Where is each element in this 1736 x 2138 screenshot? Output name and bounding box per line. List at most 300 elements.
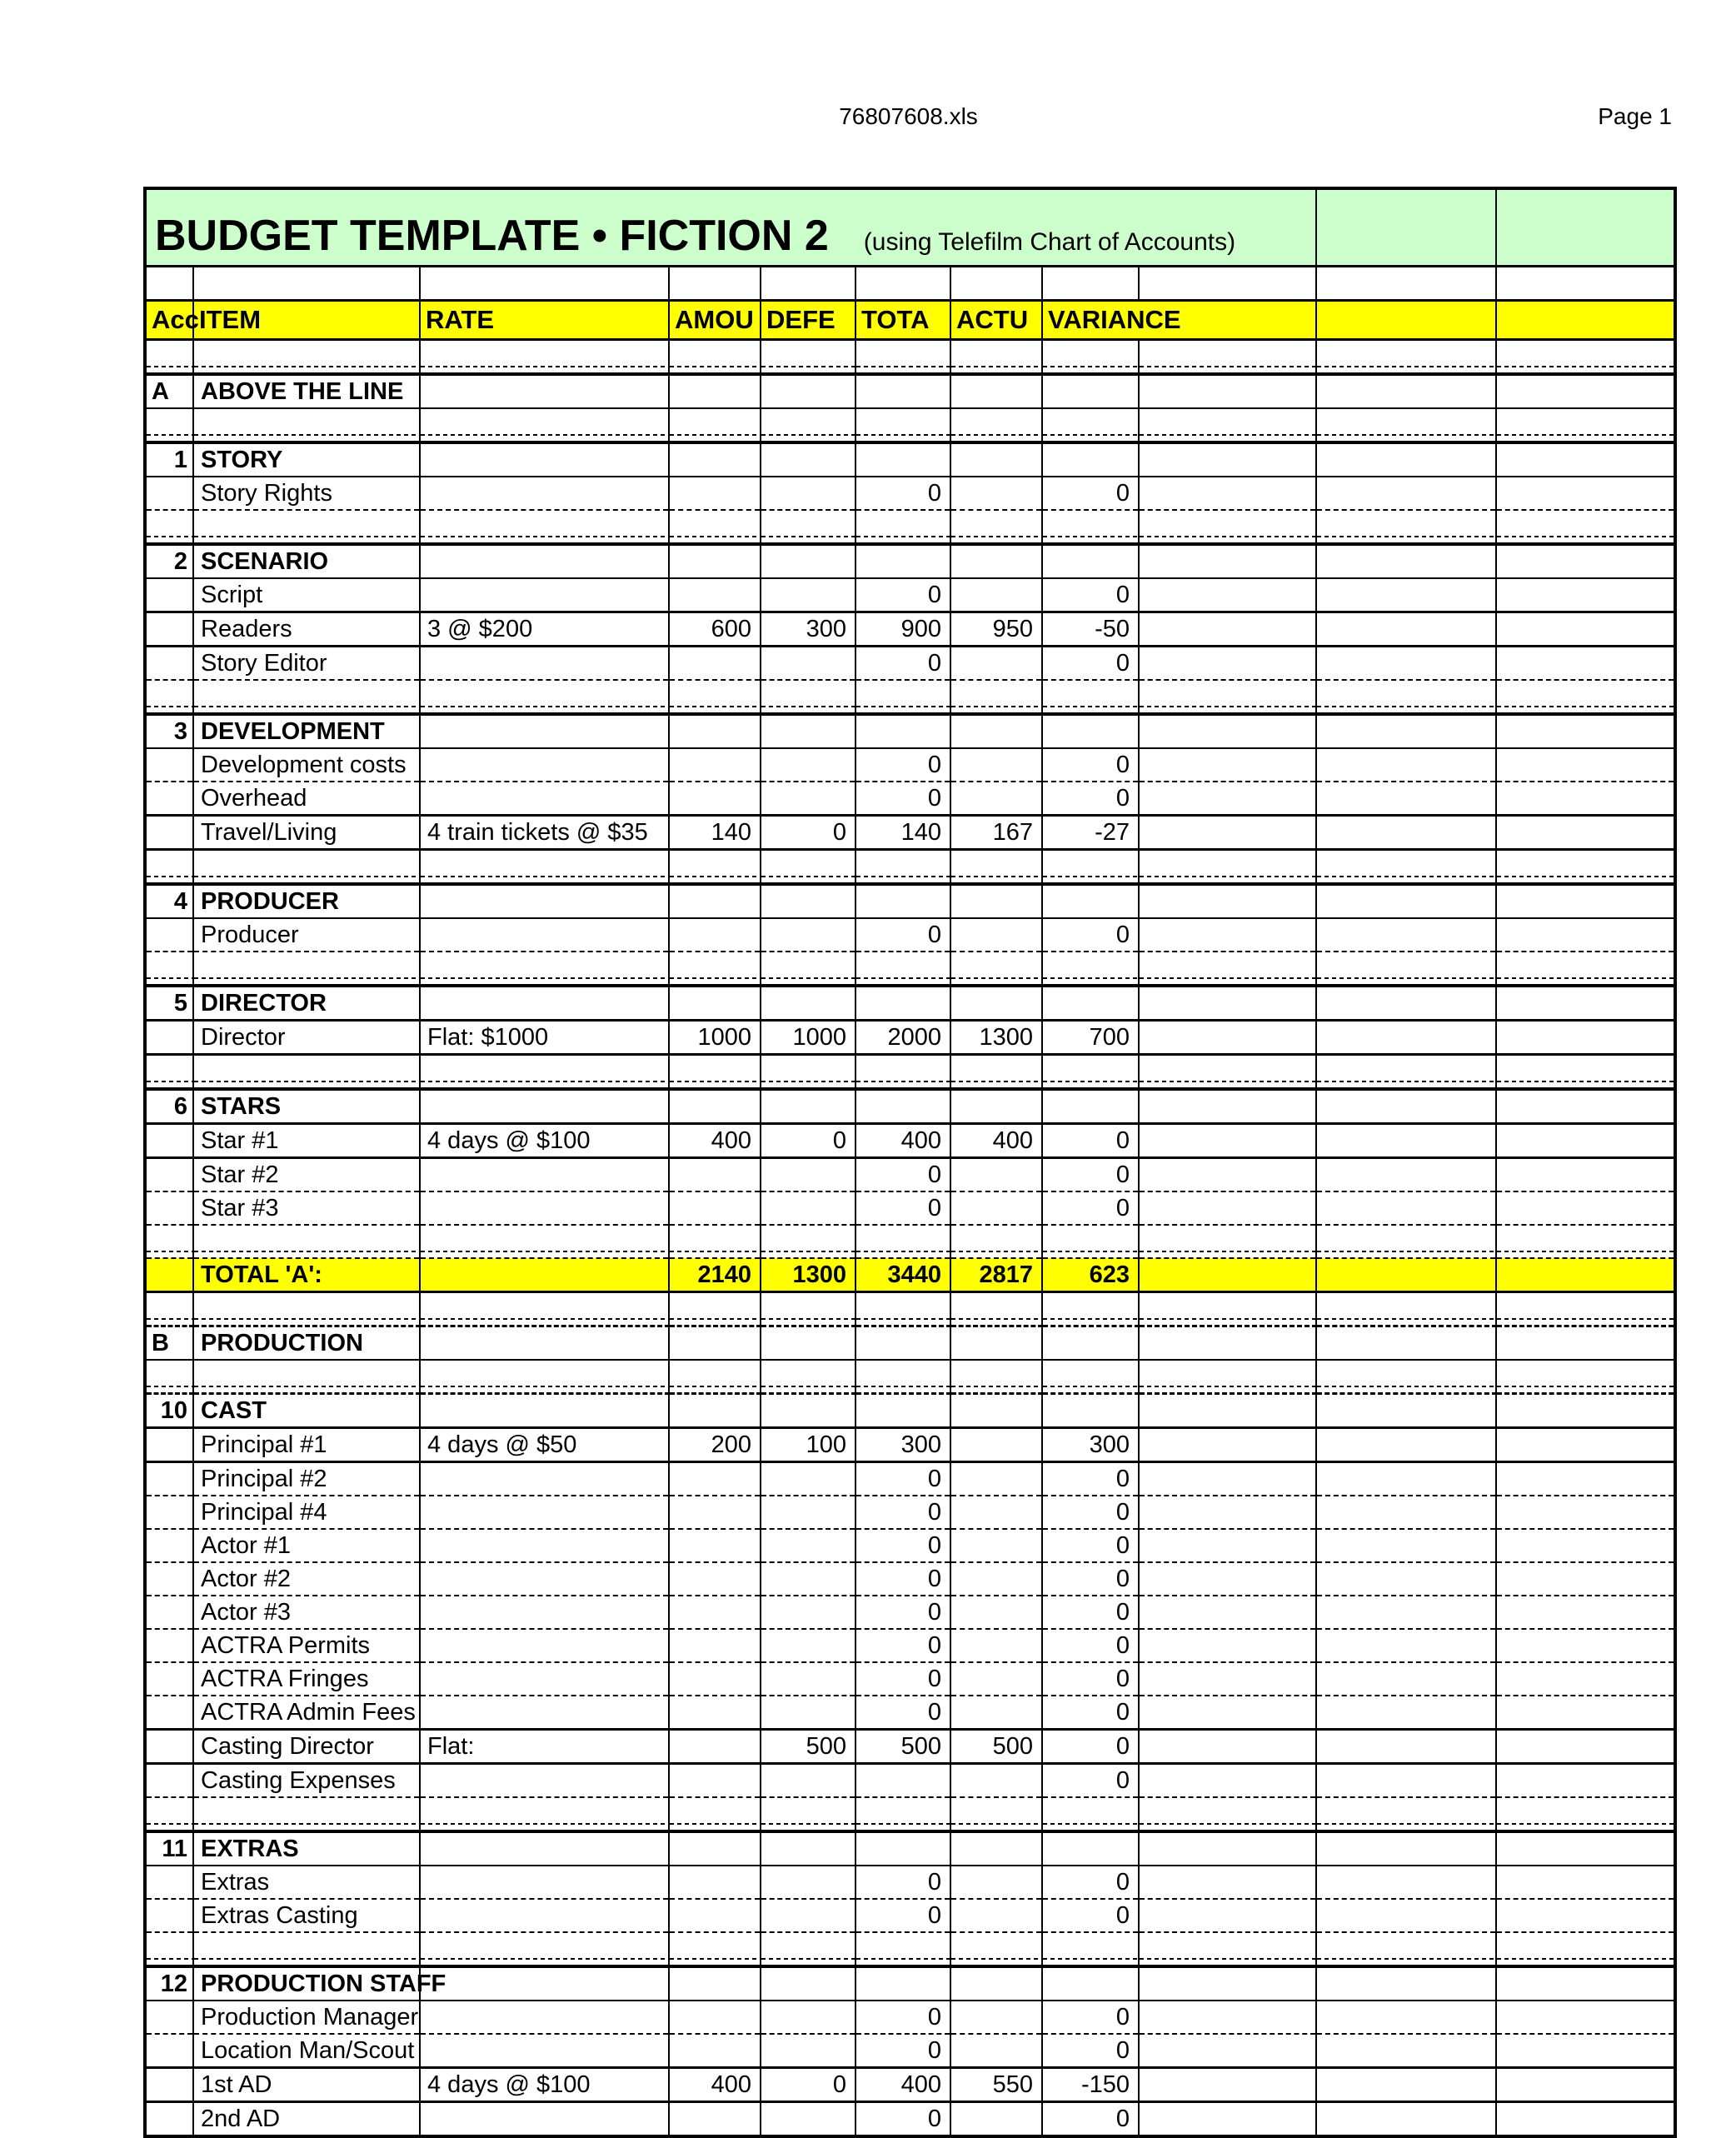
- table-row: [145, 1021, 1675, 1055]
- table-row: [145, 612, 1675, 647]
- cell-variance: [1042, 442, 1139, 477]
- cell-deferred: [761, 1696, 856, 1730]
- cell-amount: [669, 748, 761, 782]
- cell-rate: [420, 1360, 669, 1394]
- cell-deferred: [761, 1089, 856, 1124]
- table-row: [145, 1730, 1675, 1764]
- table-row: [145, 748, 1675, 782]
- cell-extra3: [1496, 1696, 1675, 1730]
- cell-extra3: [1496, 1496, 1675, 1529]
- cell-extra2: [1316, 1258, 1496, 1292]
- spacer-row: [145, 1225, 1675, 1258]
- cell-amount: [669, 544, 761, 578]
- cell-extra2: [1316, 374, 1496, 408]
- cell-item: Development costs: [193, 748, 420, 782]
- cell-extra3: [1496, 816, 1675, 850]
- cell-variance: 0: [1042, 1596, 1139, 1629]
- cell-extra2: [1316, 1866, 1496, 1899]
- cell-actual: [950, 986, 1042, 1021]
- section-row: [145, 1089, 1675, 1124]
- cell-extra1: [1139, 408, 1316, 442]
- cell-total: 0: [856, 918, 950, 952]
- cell-acc: [145, 680, 193, 714]
- cell-rate: [420, 1258, 669, 1292]
- section-row: [145, 544, 1675, 578]
- cell-total: 300: [856, 1428, 950, 1462]
- table-row: [145, 578, 1675, 612]
- cell-total: 400: [856, 1124, 950, 1158]
- cell-item: Script: [193, 578, 420, 612]
- section-row: [145, 986, 1675, 1021]
- cell-extra1: [1139, 1866, 1316, 1899]
- column-header-item: ITEM: [193, 301, 420, 340]
- cell-rate: [420, 1292, 669, 1326]
- cell-acc: [145, 1932, 193, 1966]
- cell-actual: [950, 1462, 1042, 1496]
- cell-total: 0: [856, 2001, 950, 2034]
- cell-rate: [420, 1326, 669, 1361]
- cell-rate: [420, 1529, 669, 1562]
- cell-item: Extras Casting: [193, 1899, 420, 1932]
- section-row: [145, 1966, 1675, 2001]
- cell-extra3: [1496, 1191, 1675, 1225]
- cell-rate: 4 days @ $50: [420, 1428, 669, 1462]
- cell-deferred: [761, 1596, 856, 1629]
- cell-total: 0: [856, 2102, 950, 2137]
- cell-actual: [950, 1932, 1042, 1966]
- cell-extra3: [1496, 1428, 1675, 1462]
- cell-acc: [145, 918, 193, 952]
- cell-amount: [669, 510, 761, 544]
- cell-extra1: [1139, 1394, 1316, 1428]
- cell-variance: 0: [1042, 1124, 1139, 1158]
- cell-deferred: [761, 1055, 856, 1090]
- cell-extra2: [1316, 1496, 1496, 1529]
- cell-extra2: [1316, 1764, 1496, 1798]
- cell-variance: [1042, 510, 1139, 544]
- cell-extra3: [1496, 850, 1675, 885]
- cell-actual: [950, 714, 1042, 748]
- cell-item: [193, 850, 420, 885]
- cell-extra1: [1139, 986, 1316, 1021]
- cell-variance: 0: [1042, 578, 1139, 612]
- cell-variance: 0: [1042, 1462, 1139, 1496]
- column-header-row: [145, 301, 1675, 340]
- cell-rate: [420, 544, 669, 578]
- cell-acc: [145, 1292, 193, 1326]
- cell-extra3: [1496, 1021, 1675, 1055]
- cell-rate: [420, 1932, 669, 1966]
- cell-item: EXTRAS: [193, 1831, 420, 1866]
- cell-rate: 3 @ $200: [420, 612, 669, 647]
- spacer-row: [145, 680, 1675, 714]
- cell-item: Location Man/Scout: [193, 2034, 420, 2068]
- cell-total: [856, 1764, 950, 1798]
- table-row: [145, 1496, 1675, 1529]
- cell-variance: [1042, 1089, 1139, 1124]
- cell-total: [856, 1394, 950, 1428]
- cell-amount: [669, 1730, 761, 1764]
- cell-item: [193, 408, 420, 442]
- cell-amount: [669, 1496, 761, 1529]
- cell-variance: -50: [1042, 612, 1139, 647]
- cell-rate: [420, 477, 669, 510]
- spacer-row: [145, 267, 1675, 301]
- cell-total: [856, 1055, 950, 1090]
- cell-extra2: [1316, 1462, 1496, 1496]
- cell-acc: [145, 2034, 193, 2068]
- cell-extra1: [1139, 1055, 1316, 1090]
- cell-extra2: [1316, 918, 1496, 952]
- table-row: [145, 647, 1675, 681]
- cell-acc: 12: [145, 1966, 193, 2001]
- cell-extra3: [1496, 1932, 1675, 1966]
- section-row: [145, 714, 1675, 748]
- cell-amount: [669, 782, 761, 816]
- cell-total: 0: [856, 1191, 950, 1225]
- cell-rate: [420, 1764, 669, 1798]
- cell-item: STARS: [193, 1089, 420, 1124]
- table-row: [145, 1529, 1675, 1562]
- cell-acc: [145, 1462, 193, 1496]
- cell-amount: [669, 1292, 761, 1326]
- cell-amount: [669, 408, 761, 442]
- cell-deferred: 0: [761, 1124, 856, 1158]
- cell-total: [856, 952, 950, 986]
- cell-deferred: [761, 1866, 856, 1899]
- cell-total: [856, 850, 950, 885]
- cell-variance: 0: [1042, 1696, 1139, 1730]
- cell-variance: 0: [1042, 1158, 1139, 1192]
- cell-deferred: [761, 2102, 856, 2137]
- cell-rate: 4 days @ $100: [420, 2068, 669, 2102]
- cell-actual: [950, 1360, 1042, 1394]
- cell-item: TOTAL 'A':: [193, 1258, 420, 1292]
- cell-total: [856, 1225, 950, 1258]
- cell-deferred: [761, 850, 856, 885]
- cell-deferred: 300: [761, 612, 856, 647]
- cell-total: 2000: [856, 1021, 950, 1055]
- cell-total: 0: [856, 748, 950, 782]
- cell-actual: 550: [950, 2068, 1042, 2102]
- cell-extra3: [1496, 1089, 1675, 1124]
- cell-total: 0: [856, 782, 950, 816]
- cell-amount: [669, 1966, 761, 2001]
- cell-extra1: [1139, 1191, 1316, 1225]
- cell-extra2: [1316, 2102, 1496, 2137]
- cell-extra3: [1496, 1462, 1675, 1496]
- cell-variance: [1042, 1225, 1139, 1258]
- cell-extra1: [1139, 1662, 1316, 1696]
- cell-acc: 6: [145, 1089, 193, 1124]
- cell-item: Actor #1: [193, 1529, 420, 1562]
- sheet-subtitle: (using Telefilm Chart of Accounts): [863, 228, 1236, 256]
- page-number: Page 1: [1598, 103, 1672, 129]
- cell-deferred: 1000: [761, 1021, 856, 1055]
- cell-extra3: [1496, 1899, 1675, 1932]
- cell-extra2: [1316, 1225, 1496, 1258]
- cell-deferred: [761, 1562, 856, 1596]
- cell-rate: [420, 1866, 669, 1899]
- cell-rate: 4 days @ $100: [420, 1124, 669, 1158]
- cell-extra3: [1496, 1124, 1675, 1158]
- cell-item: Casting Expenses: [193, 1764, 420, 1798]
- cell-extra3: [1496, 1831, 1675, 1866]
- cell-total: [856, 374, 950, 408]
- cell-rate: [420, 1596, 669, 1629]
- cell-variance: [1042, 1055, 1139, 1090]
- cell-acc: [145, 1899, 193, 1932]
- cell-acc: [145, 1562, 193, 1596]
- cell-item: DIRECTOR: [193, 986, 420, 1021]
- cell-acc: [145, 1428, 193, 1462]
- cell-acc: [145, 952, 193, 986]
- cell-acc: [145, 1258, 193, 1292]
- title-side-cell: [1496, 188, 1675, 267]
- cell-variance: -150: [1042, 2068, 1139, 2102]
- cell-extra2: [1316, 1730, 1496, 1764]
- cell-deferred: [761, 477, 856, 510]
- cell-extra1: [1139, 544, 1316, 578]
- cell-amount: [669, 1696, 761, 1730]
- cell-actual: [950, 1797, 1042, 1831]
- cell-actual: [950, 1764, 1042, 1798]
- cell-extra3: [1496, 1394, 1675, 1428]
- cell-actual: [950, 442, 1042, 477]
- cell-actual: [950, 2001, 1042, 2034]
- cell-deferred: [761, 1225, 856, 1258]
- cell-variance: [1042, 1932, 1139, 1966]
- cell-acc: 4: [145, 884, 193, 918]
- table-row: [145, 1596, 1675, 1629]
- cell-extra2: [1316, 647, 1496, 681]
- column-header-amount: AMOU: [669, 301, 761, 340]
- cell-total: [856, 442, 950, 477]
- cell-deferred: [761, 1932, 856, 1966]
- cell-amount: [669, 1158, 761, 1192]
- section-row: [145, 884, 1675, 918]
- cell-extra1: [1139, 782, 1316, 816]
- cell-extra2: [1316, 612, 1496, 647]
- cell-rate: [420, 374, 669, 408]
- cell-extra3: [1496, 952, 1675, 986]
- cell-amount: [669, 2034, 761, 2068]
- cell-rate: [420, 1899, 669, 1932]
- cell-extra3: [1496, 2001, 1675, 2034]
- cell-extra3: [1496, 1662, 1675, 1696]
- cell-total: 0: [856, 2034, 950, 2068]
- cell-item: Principal #2: [193, 1462, 420, 1496]
- cell-total: [856, 680, 950, 714]
- cell-extra2: [1316, 2034, 1496, 2068]
- cell-deferred: [761, 1831, 856, 1866]
- spacer-row: [145, 1360, 1675, 1394]
- cell-extra1: [1139, 1124, 1316, 1158]
- cell-extra3: [1496, 1866, 1675, 1899]
- cell-extra2: [1316, 1596, 1496, 1629]
- cell-extra1: [1139, 918, 1316, 952]
- cell-total: 0: [856, 1866, 950, 1899]
- cell-total: [856, 884, 950, 918]
- cell-total: [856, 510, 950, 544]
- cell-deferred: [761, 374, 856, 408]
- cell-rate: [420, 1662, 669, 1696]
- cell-item: Production Manager: [193, 2001, 420, 2034]
- cell-actual: [950, 1966, 1042, 2001]
- cell-extra1: [1139, 578, 1316, 612]
- cell-acc: [145, 2102, 193, 2137]
- table-row: [145, 2001, 1675, 2034]
- cell-actual: [950, 1662, 1042, 1696]
- cell-extra1: [1139, 1730, 1316, 1764]
- cell-item: Principal #4: [193, 1496, 420, 1529]
- cell-item: Story Rights: [193, 477, 420, 510]
- cell-amount: [669, 1225, 761, 1258]
- cell-extra1: [1139, 714, 1316, 748]
- cell-variance: 0: [1042, 1629, 1139, 1662]
- cell-item: Actor #3: [193, 1596, 420, 1629]
- table-row: [145, 782, 1675, 816]
- cell-total: 3440: [856, 1258, 950, 1292]
- cell-variance: 0: [1042, 1191, 1139, 1225]
- cell-rate: [420, 2001, 669, 2034]
- section-row: [145, 1394, 1675, 1428]
- cell-extra2: [1316, 1124, 1496, 1158]
- cell-variance: [1042, 986, 1139, 1021]
- cell-variance: 0: [1042, 1562, 1139, 1596]
- cell-extra2: [1316, 1428, 1496, 1462]
- cell-acc: [145, 1496, 193, 1529]
- cell-deferred: [761, 1629, 856, 1662]
- cell-extra3: [1496, 2102, 1675, 2137]
- cell-amount: [669, 1089, 761, 1124]
- cell-extra1: [1139, 884, 1316, 918]
- cell-actual: [950, 1696, 1042, 1730]
- cell-deferred: [761, 986, 856, 1021]
- cell-acc: [145, 1124, 193, 1158]
- cell-rate: Flat: $1000: [420, 1021, 669, 1055]
- cell-variance: 0: [1042, 1730, 1139, 1764]
- cell-actual: [950, 1158, 1042, 1192]
- cell-item: ACTRA Fringes: [193, 1662, 420, 1696]
- cell-rate: [420, 1191, 669, 1225]
- cell-amount: [669, 918, 761, 952]
- cell-amount: [669, 2102, 761, 2137]
- cell-extra3: [1496, 714, 1675, 748]
- cell-extra3: [1496, 578, 1675, 612]
- cell-acc: [145, 578, 193, 612]
- cell-extra3: [1496, 1966, 1675, 2001]
- cell-acc: A: [145, 374, 193, 408]
- cell-total: [856, 1089, 950, 1124]
- cell-total: 0: [856, 1462, 950, 1496]
- cell-extra3: [1496, 2034, 1675, 2068]
- cell-extra1: [1139, 1797, 1316, 1831]
- cell-item: [193, 1055, 420, 1090]
- cell-total: [856, 544, 950, 578]
- cell-extra1: [1139, 2068, 1316, 2102]
- cell-actual: [950, 1629, 1042, 1662]
- cell-item: Actor #2: [193, 1562, 420, 1596]
- cell-variance: [1042, 1966, 1139, 2001]
- cell-extra1: [1139, 1496, 1316, 1529]
- cell-acc: [145, 850, 193, 885]
- cell-acc: [145, 477, 193, 510]
- cell-rate: [420, 1158, 669, 1192]
- cell-extra3: [1496, 1158, 1675, 1192]
- cell-rate: [420, 952, 669, 986]
- cell-extra1: [1139, 1258, 1316, 1292]
- cell-actual: [950, 1866, 1042, 1899]
- cell-amount: 2140: [669, 1258, 761, 1292]
- cell-acc: [145, 748, 193, 782]
- cell-item: ABOVE THE LINE: [193, 374, 420, 408]
- cell-actual: [950, 952, 1042, 986]
- cell-rate: [420, 442, 669, 477]
- cell-extra1: [1139, 1326, 1316, 1361]
- cell-deferred: [761, 918, 856, 952]
- cell-extra2: [1316, 578, 1496, 612]
- cell-deferred: [761, 1462, 856, 1496]
- cell-rate: [420, 578, 669, 612]
- cell-extra1: [1139, 1158, 1316, 1192]
- cell-extra1: [1139, 647, 1316, 681]
- cell-deferred: [761, 748, 856, 782]
- cell-extra1: [1139, 1596, 1316, 1629]
- cell-item: Star #2: [193, 1158, 420, 1192]
- cell-variance: [1042, 952, 1139, 986]
- table-row: [145, 1866, 1675, 1899]
- cell-actual: [950, 2034, 1042, 2068]
- cell-total: 0: [856, 1596, 950, 1629]
- cell-deferred: 500: [761, 1730, 856, 1764]
- cell-deferred: [761, 1496, 856, 1529]
- title-row: [145, 188, 1675, 267]
- cell-variance: [1042, 1360, 1139, 1394]
- cell-amount: [669, 1360, 761, 1394]
- cell-amount: [669, 1932, 761, 1966]
- section-row: [145, 442, 1675, 477]
- cell-extra1: [1139, 1899, 1316, 1932]
- cell-item: [193, 1932, 420, 1966]
- cell-variance: 700: [1042, 1021, 1139, 1055]
- cell-extra3: [1496, 1764, 1675, 1798]
- cell-extra2: [1316, 1326, 1496, 1361]
- table-row: [145, 1899, 1675, 1932]
- cell-acc: 10: [145, 1394, 193, 1428]
- cell-actual: [950, 1394, 1042, 1428]
- cell-total: [856, 1932, 950, 1966]
- cell-variance: [1042, 1831, 1139, 1866]
- cell-total: 0: [856, 1899, 950, 1932]
- cell-acc: [145, 1158, 193, 1192]
- cell-amount: 400: [669, 2068, 761, 2102]
- cell-actual: [950, 850, 1042, 885]
- cell-acc: 3: [145, 714, 193, 748]
- cell-extra1: [1139, 477, 1316, 510]
- cell-amount: 1000: [669, 1021, 761, 1055]
- cell-total: 140: [856, 816, 950, 850]
- cell-acc: [145, 1191, 193, 1225]
- cell-variance: 0: [1042, 477, 1139, 510]
- cell-item: [193, 952, 420, 986]
- budget-table: [143, 187, 1677, 2138]
- cell-amount: [669, 1764, 761, 1798]
- cell-item: [193, 680, 420, 714]
- cell-item: [193, 1292, 420, 1326]
- cell-extra3: [1496, 612, 1675, 647]
- cell-deferred: 1300: [761, 1258, 856, 1292]
